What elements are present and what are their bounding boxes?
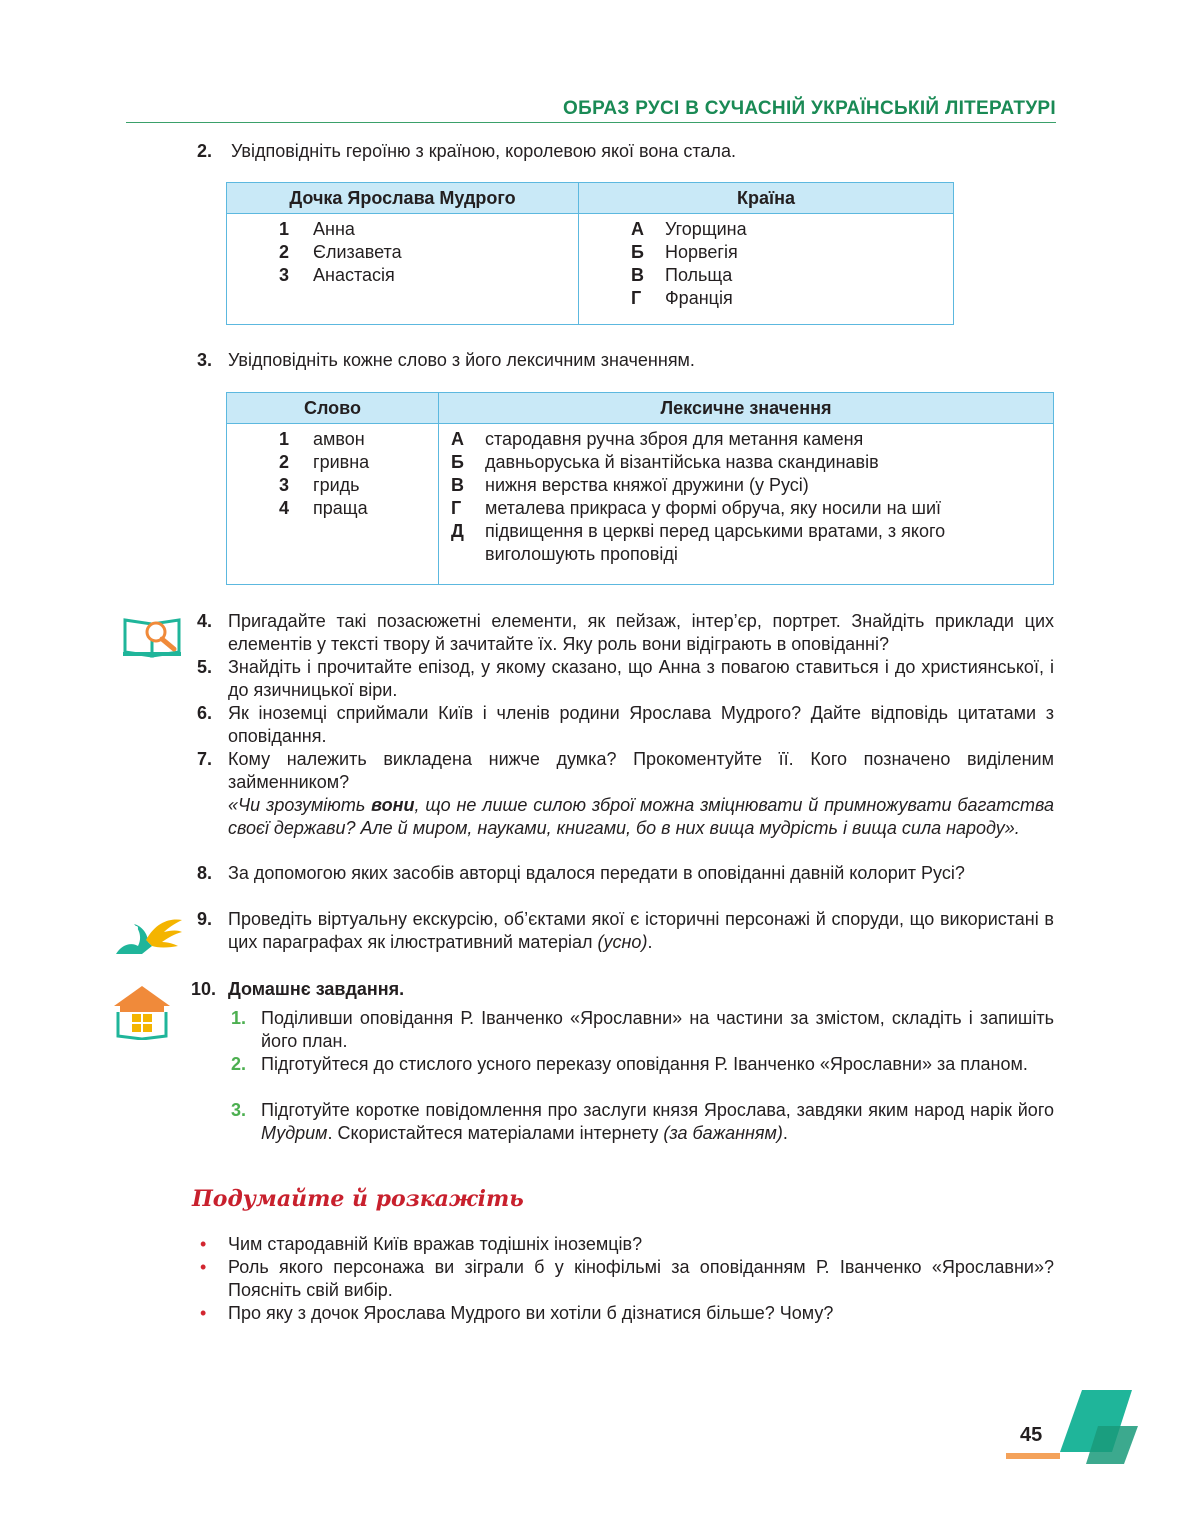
q10-item2-number: 2. (230, 1054, 246, 1074)
list-item: 1 Анна (279, 219, 355, 239)
q2-text: Увідповідніть героїню з країною, королевою якої вона стала. (231, 141, 736, 161)
q4-text: Пригадайте такі позасюжетні елементи, як пейзаж, інтер’єр, портрет. Знайдіть приклади цих елементів у тексті твору й зачитайте їх. Яку роль вони відіграють в оповіданні? (228, 611, 1054, 654)
list-item: Д підвищення в церкві перед царськими вратами, з якого виголошують проповіді (451, 521, 946, 564)
think-item-1: Чим стародавній Київ вражав тодішніх іноземців? (228, 1234, 643, 1254)
list-item: Г Франція (631, 288, 733, 308)
section-title: Подумайте й розкажіть (192, 1186, 524, 1212)
q3-col1-header: Слово (227, 393, 439, 424)
bullet-icon: • (200, 1303, 207, 1323)
list-item: А Угорщина (631, 219, 747, 239)
q10-item3-text: Підготуйте коротке повідомлення про заслуги князя Ярослава, завдяки яким народ нарік його Мудрим. Скористайтеся матеріалами інтернету (за бажанням). (261, 1100, 1054, 1143)
page-corner-decoration (1058, 1388, 1158, 1468)
q10-item1-text: Поділивши оповідання Р. Іванченко «Ярославни» на частини за змістом, складіть і запишіть його план. (261, 1008, 1054, 1051)
q8-text: За допомогою яких засобів авторці вдалося передати в оповіданні давній колорит Русі? (228, 863, 965, 883)
list-item: А стародавня ручна зброя для метання каменя (451, 429, 864, 449)
think-item-3: Про яку з дочок Ярослава Мудрого ви хотіли б дізнатися більше? Чому? (228, 1303, 834, 1323)
page-number: 45 (1020, 1424, 1043, 1446)
q9-text: Проведіть віртуальну екскурсію, об’єктами якої є історичні персонажі й споруди, що використані в цих параграфах як ілюстративний матеріал (усно). (228, 909, 1054, 952)
q3-col2-header: Лексичне значення (439, 393, 1054, 424)
q3-number: 3. (196, 350, 212, 370)
list-item: В нижня верства княжої дружини (у Русі) (451, 475, 809, 495)
q6-text: Як іноземці сприймали Київ і членів родини Ярослава Мудрого? Дайте відповідь цитатами з оповідання. (228, 703, 1054, 746)
list-item: 2 Єлизавета (279, 242, 402, 262)
q4-number: 4. (196, 611, 212, 631)
list-item: Б давньоруська й візантійська назва скандинавів (451, 452, 879, 472)
q10-item1-number: 1. (230, 1008, 246, 1028)
q10-number: 10. (190, 979, 216, 999)
book-magnifier-icon (122, 612, 184, 658)
list-item: 2 гривна (279, 452, 370, 472)
q3-table (226, 392, 1054, 585)
q3-text: Увідповідніть кожне слово з його лексичним значенням. (228, 350, 695, 370)
pegasus-icon (112, 914, 184, 962)
q3-left-cell (227, 424, 439, 585)
q7-quote: «Чи зрозуміють вони, що не лише силою зброї можна зміцнювати й примножувати багатства своєї держави? Але й миром, науками, книгами, бо в них вища мудрість і вища сила народу». (228, 795, 1055, 838)
running-header: ОБРАЗ РУСІ В СУЧАСНІЙ УКРАЇНСЬКІЙ ЛІТЕРАТУРІ (563, 98, 1056, 119)
house-book-icon (112, 984, 172, 1040)
header-divider (126, 122, 1056, 123)
list-item: Б Норвегія (631, 242, 738, 262)
q5-number: 5. (196, 657, 212, 677)
q9-number: 9. (196, 909, 212, 929)
list-item: 1 амвон (279, 429, 365, 449)
q7-number: 7. (196, 749, 212, 769)
q6-number: 6. (196, 703, 212, 723)
q2-table (226, 182, 954, 325)
bullet-icon: • (200, 1234, 207, 1254)
think-item-2: Роль якого персонажа ви зіграли б у кінофільмі за оповіданням Р. Іванченко «Ярославни»? Поясніть свій вибір. (228, 1257, 1054, 1300)
q10-title: Домашнє завдання. (228, 979, 405, 999)
q2-right-cell (579, 214, 954, 325)
page-number-underline (1006, 1453, 1060, 1459)
list-item: 3 Анастасія (279, 265, 395, 285)
q2-col1-header: Дочка Ярослава Мудрого (227, 183, 579, 214)
list-item: 3 гридь (279, 475, 360, 495)
q8-number: 8. (196, 863, 212, 883)
bullet-icon: • (200, 1257, 207, 1277)
list-item: Г металева прикраса у формі обруча, яку носили на шиї (451, 498, 942, 518)
list-item: 4 праща (279, 498, 368, 518)
list-item: В Польща (631, 265, 733, 285)
q5-text: Знайдіть і прочитайте епізод, у якому сказано, що Анна з повагою ставиться і до християнської, і до язичницької віри. (228, 657, 1054, 700)
q2-left-cell (227, 214, 579, 325)
q2-col2-header: Країна (579, 183, 954, 214)
q10-item3-number: 3. (230, 1100, 246, 1120)
q7-text: Кому належить викладена нижче думка? Прокоментуйте її. Кого позначено виділеним займенником? (228, 749, 1054, 792)
q2-number: 2. (196, 141, 212, 161)
q3-right-cell (439, 424, 1054, 585)
q10-item2-text: Підготуйтеся до стислого усного переказу оповідання Р. Іванченко «Ярославни» за планом. (261, 1054, 1028, 1074)
